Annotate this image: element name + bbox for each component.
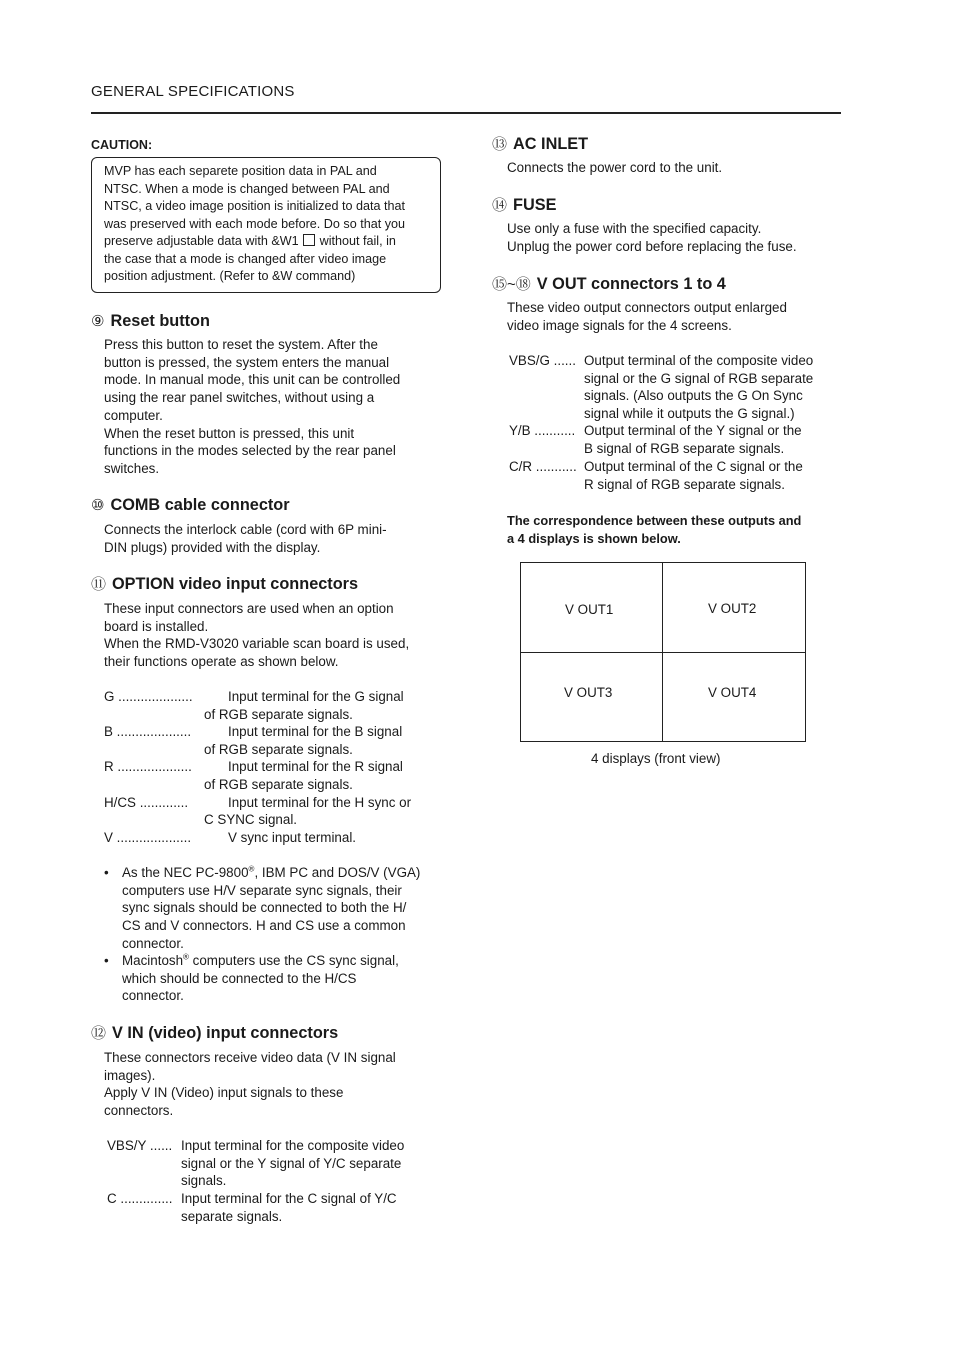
term-desc-g: of RGB separate signals. xyxy=(204,707,353,722)
diagram-caption: 4 displays (front view) xyxy=(591,751,721,766)
diagram-cell-vout4: V OUT4 xyxy=(708,685,757,700)
term-label-r: R .................... xyxy=(104,759,192,774)
term-label-v: V .................... xyxy=(104,830,192,845)
caution-line: preserve adjustable data with &W1 without fail, in xyxy=(104,234,396,248)
diagram-cell-vout3: V OUT3 xyxy=(564,685,613,700)
term-label-g: G .................... xyxy=(104,689,193,704)
vin-description: These connectors receive video data (V IN signal images). Apply V IN (Video) input signals to these connectors. xyxy=(104,1050,396,1119)
term-label-vbsy: VBS/Y ...... xyxy=(107,1138,173,1153)
term-desc-yb: Output terminal of the Y signal or the B signal of RGB separate signals. xyxy=(584,423,802,456)
term-desc-vbsg: Output terminal of the composite video signal or the G signal of RGB separate signals. (Also outputs the G On Sync signal while it outputs the G signal.) xyxy=(584,353,814,422)
section-heading-option: ⑪ OPTION video input connectors xyxy=(91,575,359,593)
bullet-marker: • xyxy=(104,953,109,968)
ac-inlet-description: Connects the power cord to the unit. xyxy=(507,160,723,175)
header-rule xyxy=(91,112,841,114)
bullet-marker: • xyxy=(104,865,109,880)
caution-line: NTSC. When a mode is changed between PAL and xyxy=(104,181,390,196)
caution-line: was preserved with each mode before. Do so that you xyxy=(104,216,406,231)
term-label-yb: Y/B ........... xyxy=(509,423,576,438)
term-label-hcs: H/CS ............. xyxy=(104,795,189,810)
caution-line: position adjustment. (Refer to &W command) xyxy=(104,269,356,283)
diagram-cell-vout1: V OUT1 xyxy=(565,602,614,617)
term-label-cr: C/R ........... xyxy=(509,459,577,474)
bullet-nec: As the NEC PC-9800®, IBM PC and DOS/V (VGA) computers use H/V separate sync signals, their sync signals should be connected to both the H/ CS and V connectors. H and CS use a common connector. xyxy=(122,864,421,951)
term-label-c: C .............. xyxy=(107,1191,173,1206)
term-desc-b: of RGB separate signals. xyxy=(204,742,353,757)
term-label-vbsg: VBS/G ...... xyxy=(509,353,576,368)
term-desc-v: V sync input terminal. xyxy=(228,830,357,845)
reset-description: Press this button to reset the system. After the button is pressed, the system enters the manual mode. In manual mode, this unit can be controlled using the rear panel switches, without using a computer. When the reset button is pressed, this unit functions in the modes selected by the rear panel switches. xyxy=(104,337,401,476)
term-desc-hcs: Input terminal for the H sync or xyxy=(228,795,412,810)
term-desc-hcs: C SYNC signal. xyxy=(204,812,298,827)
option-description: These input connectors are used when an option board is installed. When the RMD-V3020 variable scan board is used, their functions operate as shown below. xyxy=(104,601,410,670)
diagram-cell-vout2: V OUT2 xyxy=(708,601,757,616)
section-heading-vout: ⑮~⑱ V OUT connectors 1 to 4 xyxy=(492,275,726,293)
term-desc-g: Input terminal for the G signal xyxy=(228,689,404,704)
term-desc-r: Input terminal for the R signal xyxy=(228,759,403,774)
section-heading-ac-inlet: ⑬ AC INLET xyxy=(492,135,589,153)
comb-description: Connects the interlock cable (cord with 6P mini- DIN plugs) provided with the display. xyxy=(104,522,387,555)
enter-key-icon xyxy=(303,234,315,246)
section-heading-comb: ⑩ COMB cable connector xyxy=(91,496,290,514)
vout-description: These video output connectors output enlarged video image signals for the 4 screens. xyxy=(507,300,787,333)
section-heading-vin: ⑫ V IN (video) input connectors xyxy=(91,1024,339,1042)
diagram-divider xyxy=(521,652,805,653)
caution-box xyxy=(91,157,441,293)
section-heading-reset: ⑨ Reset button xyxy=(91,312,210,330)
displays-diagram xyxy=(520,562,806,742)
caution-line: the case that a mode is changed after video image xyxy=(104,251,387,266)
caution-line: NTSC, a video image position is initialized to data that xyxy=(104,199,406,213)
section-heading-fuse: ⑭ FUSE xyxy=(492,196,557,214)
bullet-macintosh: Macintosh® computers use the CS sync signal, which should be connected to the H/CS connector. xyxy=(122,952,399,1004)
correspondence-note: The correspondence between these outputs and a 4 displays is shown below. xyxy=(507,513,802,546)
page-header: GENERAL SPECIFICATIONS xyxy=(91,83,295,100)
term-label-b: B .................... xyxy=(104,724,192,739)
term-desc-r: of RGB separate signals. xyxy=(204,777,353,792)
caution-line: MVP has each separete position data in PAL and xyxy=(104,164,377,178)
caution-label: CAUTION: xyxy=(91,138,153,152)
term-desc-c: Input terminal for the C signal of Y/C separate signals. xyxy=(181,1191,397,1224)
fuse-description: Use only a fuse with the specified capacity. Unplug the power cord before replacing the fuse. xyxy=(507,221,797,254)
term-desc-vbsy: Input terminal for the composite video signal or the Y signal of Y/C separate signals. xyxy=(181,1138,405,1189)
term-desc-cr: Output terminal of the C signal or the R signal of RGB separate signals. xyxy=(584,459,803,492)
term-desc-b: Input terminal for the B signal xyxy=(228,724,403,739)
